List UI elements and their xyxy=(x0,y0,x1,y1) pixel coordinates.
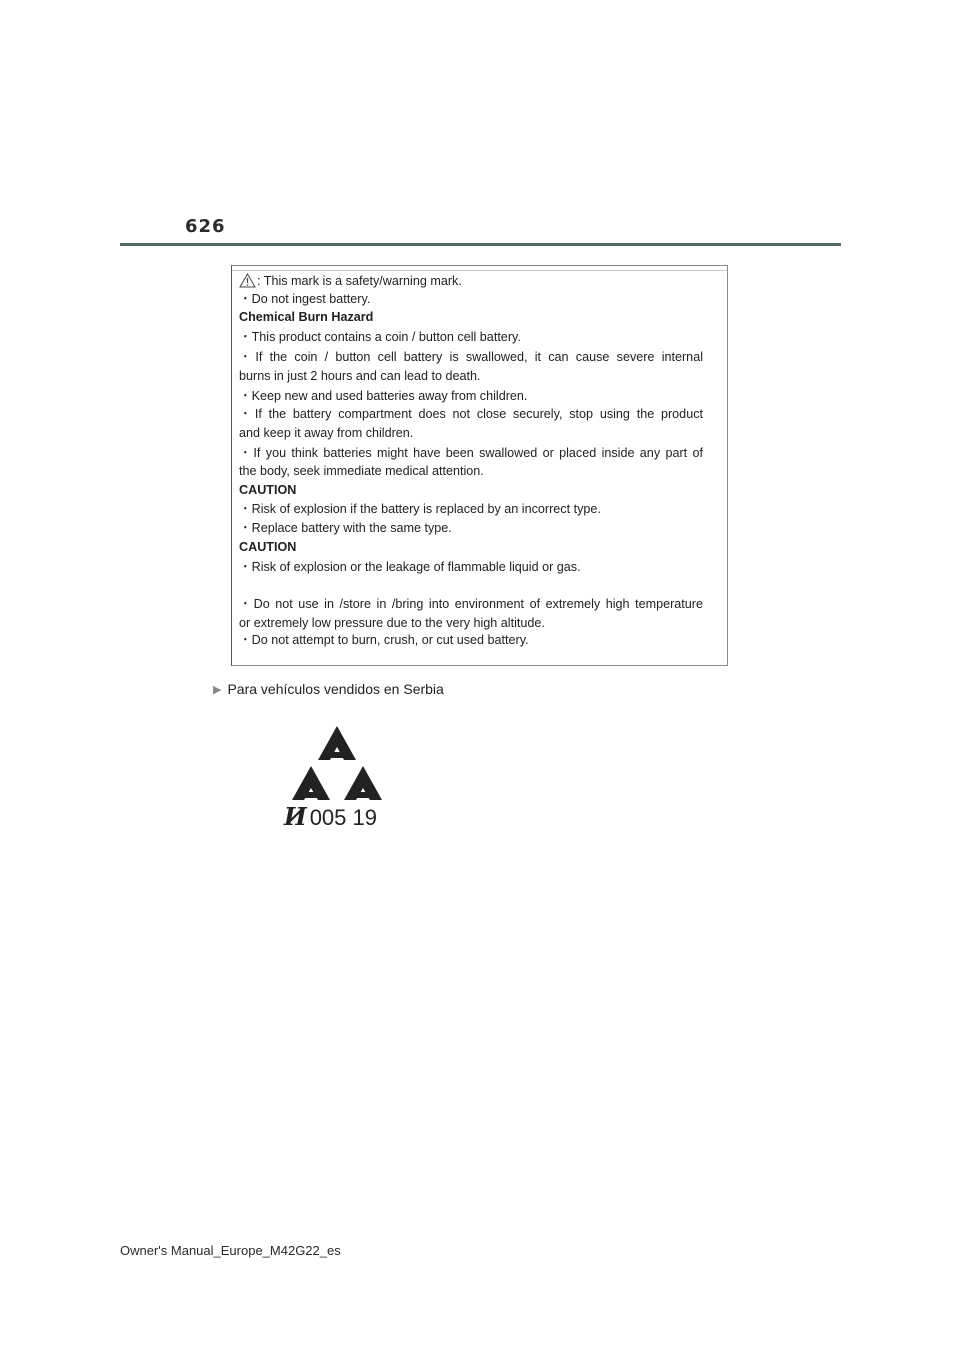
footer-manual-id: Owner's Manual_Europe_M42G22_es xyxy=(120,1243,341,1258)
label-heading: CAUTION xyxy=(239,540,297,554)
page-number: 626 xyxy=(185,216,226,237)
label-line-warning-mark: : This mark is a safety/warning mark. xyxy=(239,273,703,292)
label-line: ・This product contains a coin / button cell battery. xyxy=(239,330,521,344)
warning-triangle-icon xyxy=(239,273,256,292)
label-line: ・Risk of explosion or the leakage of flammable liquid or gas. xyxy=(239,560,581,574)
label-line: ・Do not ingest battery. xyxy=(239,292,371,306)
label-line: ・Do not use in /store in /bring into environment of extremely high temperature xyxy=(239,597,703,611)
section-heading-serbia: ▶ Para vehículos vendidos en Serbia xyxy=(213,681,444,697)
label-line: ・Keep new and used batteries away from children. xyxy=(239,389,528,403)
label-line: or extremely low pressure due to the very high altitude. xyxy=(239,616,545,630)
label-heading: Chemical Burn Hazard xyxy=(239,310,374,324)
label-top-rule xyxy=(232,270,727,271)
label-line: ・Replace battery with the same type. xyxy=(239,521,452,535)
label-line: ・If the battery compartment does not close securely, stop using the product xyxy=(239,407,703,421)
header-rule xyxy=(120,243,841,246)
label-line: ・If the coin / button cell battery is swallowed, it can cause severe internal xyxy=(239,350,703,364)
label-line: burns in just 2 hours and can lead to death. xyxy=(239,369,481,383)
label-line: ・Risk of explosion if the battery is replaced by an incorrect type. xyxy=(239,502,601,516)
label-heading: CAUTION xyxy=(239,483,297,497)
mark-prefix: И xyxy=(284,802,307,831)
mark-code xyxy=(284,802,377,831)
label-line: the body, seek immediate medical attention. xyxy=(239,464,484,478)
mark-number: 005 19 xyxy=(309,805,377,830)
label-line: ・Do not attempt to burn, crush, or cut used battery. xyxy=(239,633,529,647)
label-line: ・If you think batteries might have been swallowed or placed inside any part of xyxy=(239,446,703,460)
label-line: and keep it away from children. xyxy=(239,426,414,440)
triangle-right-icon: ▶ xyxy=(213,684,222,696)
